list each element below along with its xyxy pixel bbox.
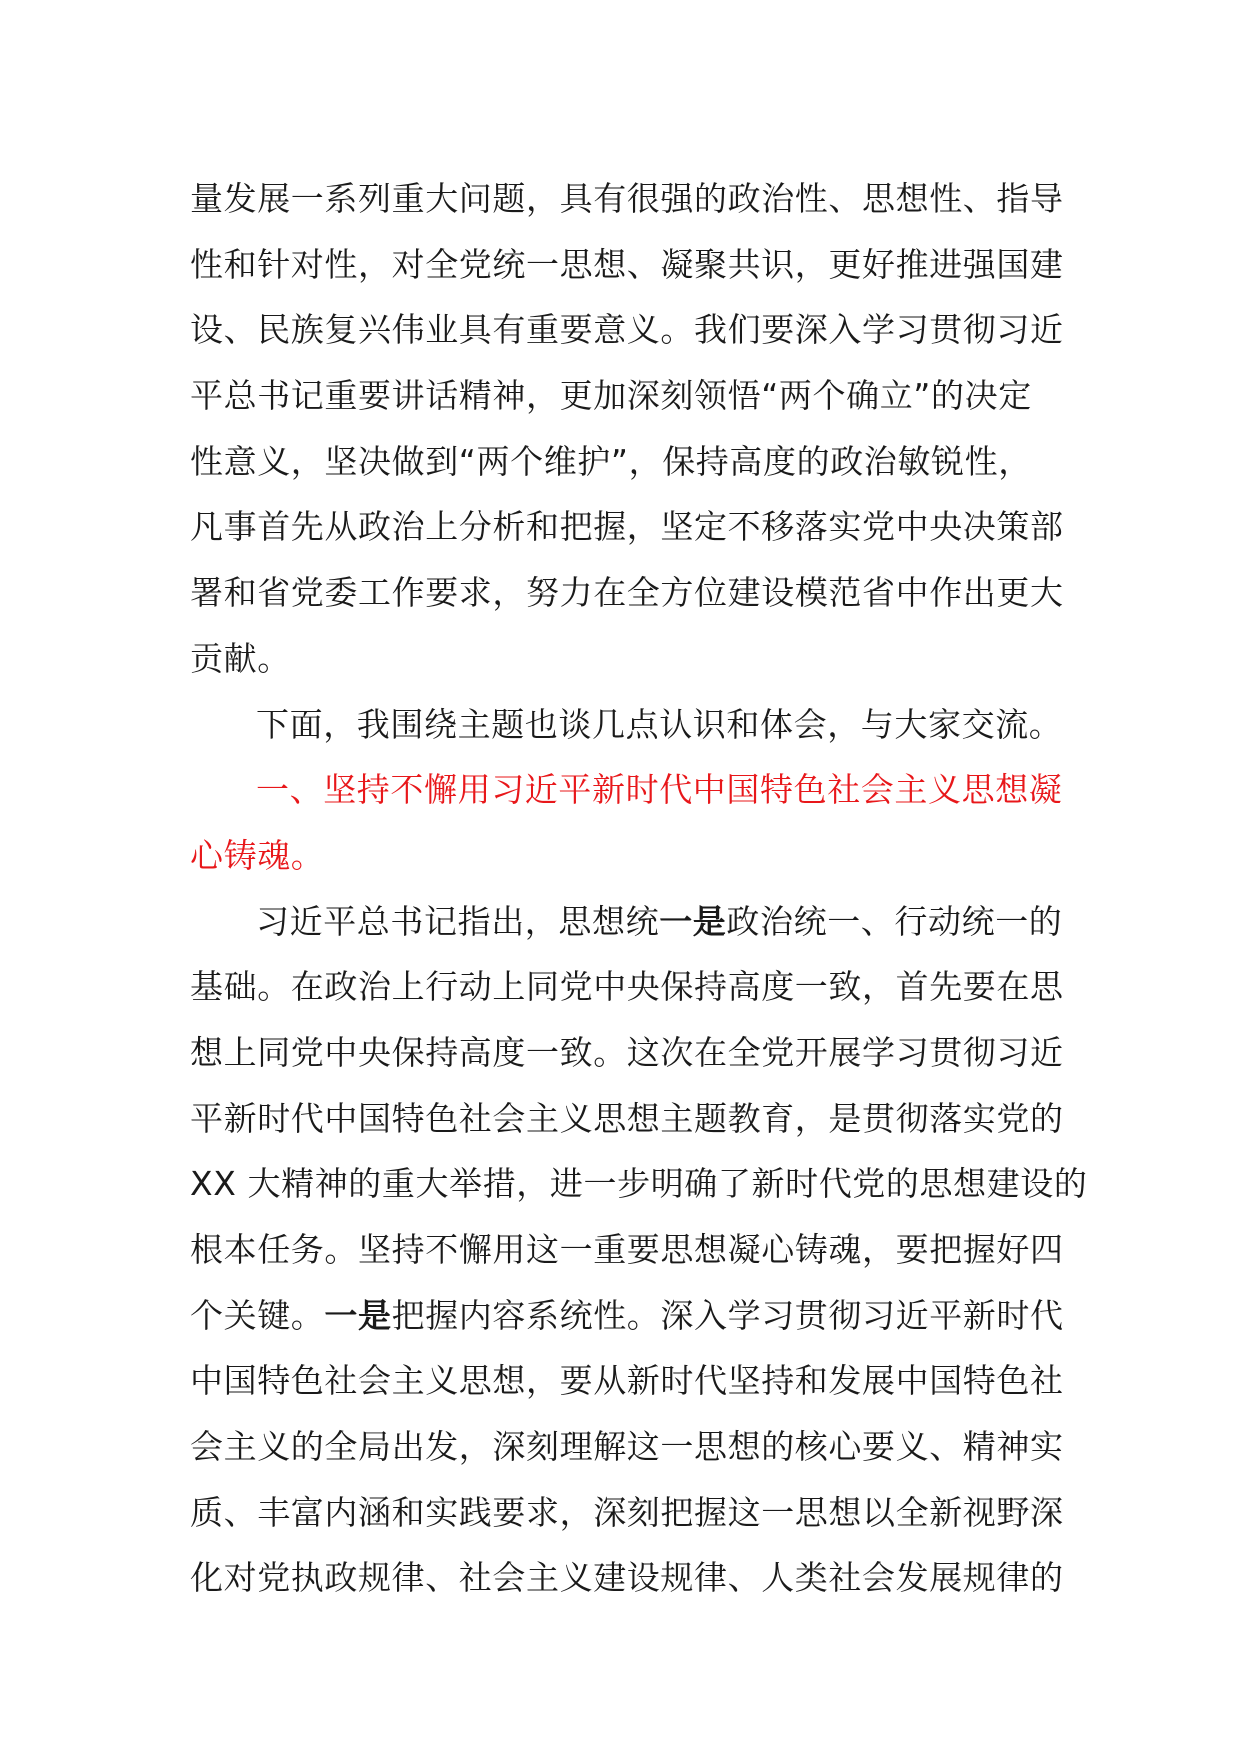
text-line: XX 大精神的重大举措，进一步明确了新时代党的思想建设的 (190, 1164, 1088, 1204)
text-line: 设、民族复兴伟业具有重要意义。我们要深入学习贯彻习近 (190, 310, 1064, 350)
bold-span: 一是 (659, 901, 727, 941)
text-line (190, 1283, 1064, 1349)
text-line: 根本任务。坚持不懈用这一重要思想凝心铸魂，要把握好四 (190, 1230, 1064, 1269)
paragraph-2 (190, 692, 1063, 758)
text-line: 质、丰富内涵和实践要求，深刻把握这一思想以全新视野深 (190, 1492, 1064, 1532)
document-page (190, 166, 1088, 1611)
text-span: 习近平总书记指出，思想统 (256, 901, 660, 941)
paragraph-3 (190, 889, 1088, 1612)
text-line: 性和针对性，对全党统一思想、凝聚共识，更好推进强国建 (190, 244, 1064, 284)
text-span: 把握内容系统性。深入学习贯彻习近平新时代 (391, 1295, 1064, 1335)
text-line: 基础。在政治上行动上同党中央保持高度一致，首先要在思 (190, 967, 1064, 1007)
text-span: 个关键。 (190, 1295, 325, 1335)
text-line: 想上同党中央保持高度一致。这次在全党开展学习贯彻习近 (190, 1032, 1064, 1072)
text-line: 凡事首先从政治上分析和把握，坚定不移落实党中央决策部 (190, 507, 1064, 547)
bold-span: 一是 (324, 1295, 392, 1335)
heading-line: 心铸魂。 (190, 835, 325, 875)
text-line: 平新时代中国特色社会主义思想主题教育，是贯彻落实党的 (190, 1098, 1064, 1138)
section-heading-1 (190, 757, 1063, 888)
text-line: 中国特色社会主义思想，要从新时代坚持和发展中国特色社 (190, 1361, 1064, 1401)
text-span: 政治统一、行动统一的 (726, 901, 1063, 941)
text-line: 量发展一系列重大问题，具有很强的政治性、思想性、指导 (190, 179, 1064, 218)
paragraph-1 (190, 166, 1064, 692)
text-line: 贡献。 (190, 638, 291, 678)
text-line: 平总书记重要讲话精神，更加深刻领悟“两个确立”的决定 (190, 376, 1032, 416)
text-line: 下面，我围绕主题也谈几点认识和体会，与大家交流。 (256, 704, 1063, 744)
text-line: 性意义，坚决做到“两个维护”，保持高度的政治敏锐性， (190, 441, 1032, 481)
heading-line: 一、坚持不懈用习近平新时代中国特色社会主义思想凝 (256, 770, 1063, 810)
text-line (190, 889, 1063, 955)
text-line: 会主义的全局出发，深刻理解这一思想的核心要义、精神实 (190, 1427, 1064, 1467)
text-line: 化对党执政规律、社会主义建设规律、人类社会发展规律的 (190, 1558, 1064, 1598)
text-line: 署和省党委工作要求，努力在全方位建设模范省中作出更大 (190, 573, 1064, 613)
